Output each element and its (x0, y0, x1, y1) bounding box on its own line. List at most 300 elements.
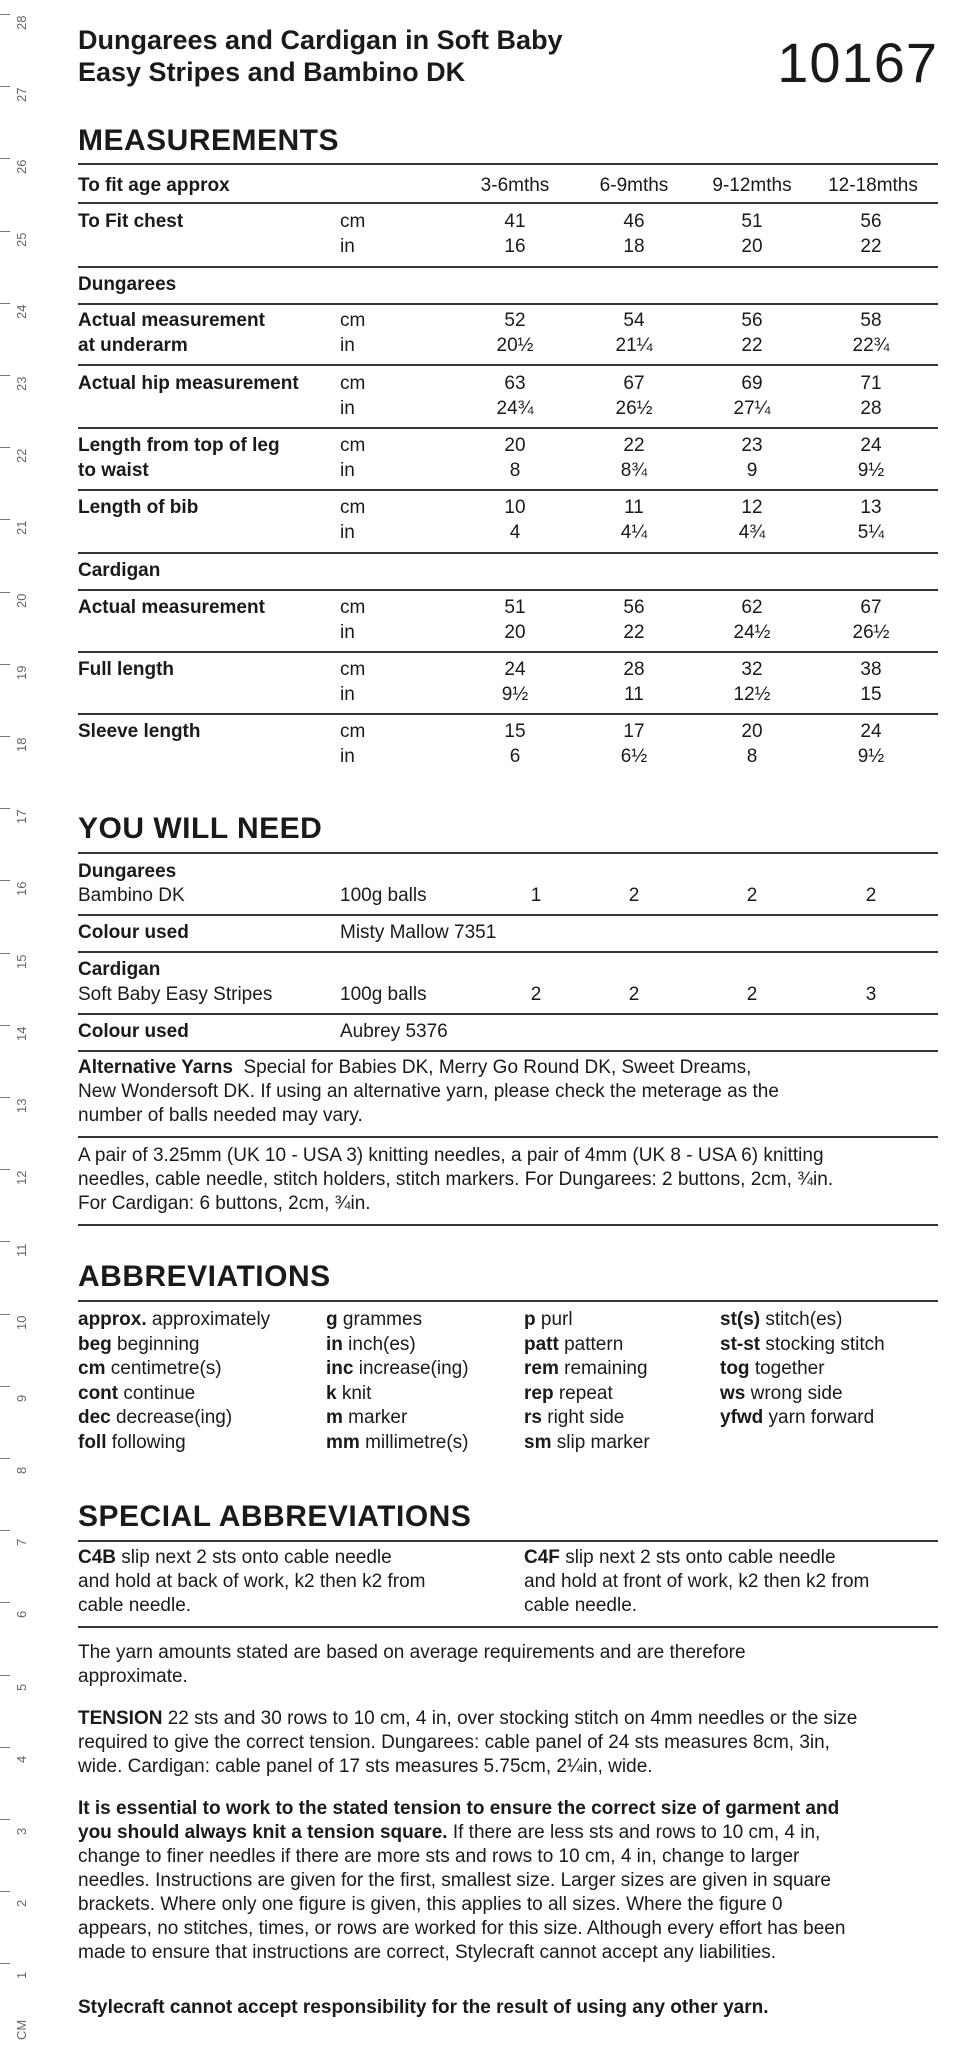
c4b-definition (78, 1546, 498, 1618)
c4b-text: and hold at back of work, k2 then k2 from (78, 1571, 426, 1592)
divider (78, 1626, 938, 1628)
cell: 26½ (615, 398, 653, 419)
cell: 1 (530, 885, 542, 906)
alternative-yarns (78, 1056, 938, 1128)
row-label: Actual measurement (78, 597, 265, 618)
unit: in (340, 684, 355, 705)
abbreviation-item (78, 1406, 270, 1431)
abbreviation-item (524, 1357, 650, 1382)
cell: 9½ (857, 746, 885, 767)
abbreviation-item (326, 1333, 469, 1358)
cell: 51 (504, 597, 526, 618)
abbr-column-4 (720, 1308, 885, 1431)
ruler-label: 8 (14, 1466, 29, 1474)
ruler-tick (0, 1386, 10, 1387)
divider (78, 1300, 938, 1302)
cell: 54 (623, 310, 645, 331)
c4f-term: C4F (524, 1547, 560, 1568)
abbreviation-item (524, 1406, 650, 1431)
cell: 2 (746, 984, 758, 1005)
cell: 46 (623, 211, 645, 232)
abbreviation-item (326, 1406, 469, 1431)
size-col: 6-9mths (599, 175, 669, 196)
abbreviation-term: rs (524, 1407, 542, 1428)
abbreviation-item (326, 1308, 469, 1333)
cell: 24¾ (496, 398, 534, 419)
cell: 22 (623, 435, 645, 456)
abbreviation-meaning: repeat (553, 1382, 613, 1404)
cell: 67 (860, 597, 882, 618)
abbreviation-item (720, 1406, 885, 1431)
essential-text: made to ensure that instructions are correct, Stylecraft cannot accept any liabilities. (78, 1942, 777, 1963)
abbreviation-meaning: beginning (111, 1333, 200, 1355)
cell: 26½ (852, 622, 890, 643)
ruler-label: 25 (14, 232, 29, 247)
abbreviation-meaning: yarn forward (763, 1407, 875, 1428)
unit: cm (340, 721, 366, 742)
essential-text: change to finer needles if there are more sts and rows to 10 cm, 4 in, change to larger (78, 1846, 800, 1867)
unit: in (340, 335, 355, 356)
cell: 51 (741, 211, 763, 232)
ruler-tick (0, 808, 10, 809)
c4b-text: cable needle. (78, 1595, 192, 1616)
abbreviation-term: beg (78, 1333, 112, 1355)
ruler-tick (0, 1458, 10, 1459)
ruler-label: 20 (14, 593, 29, 608)
size-col: 12-18mths (828, 175, 918, 196)
abbreviation-meaning: following (106, 1431, 186, 1453)
ruler-tick (0, 1314, 10, 1315)
colour-label: Colour used (78, 1021, 189, 1042)
cell: 4¼ (620, 522, 648, 543)
divider (78, 651, 938, 653)
ruler-label: 4 (14, 1755, 29, 1763)
abbreviation-term: tog (720, 1358, 750, 1379)
unit: cm (340, 497, 366, 518)
abbreviation-meaning: decrease(ing) (110, 1407, 233, 1428)
size-col: 9-12mths (712, 175, 792, 196)
special-abbreviations-heading: SPECIAL ABBREVIATIONS (78, 1500, 472, 1533)
ruler-label: 27 (14, 87, 29, 103)
cell: 5¼ (857, 522, 885, 543)
ruler-label: 5 (14, 1683, 29, 1691)
abbreviation-meaning: remaining (558, 1358, 648, 1379)
abbreviation-term: sm (524, 1431, 552, 1453)
cell: 2 (628, 885, 640, 906)
ruler-label: 18 (14, 737, 29, 752)
ruler-tick (0, 447, 10, 448)
ruler-label: 23 (14, 376, 29, 391)
divider (78, 852, 938, 854)
balls-label: 100g balls (340, 984, 427, 1005)
ruler-label: 2 (14, 1899, 29, 1908)
c4f-text: and hold at front of work, k2 then k2 from (524, 1571, 870, 1592)
pattern-title (78, 24, 698, 88)
unit: in (340, 398, 355, 419)
row-label: to waist (78, 460, 149, 481)
divider (78, 1013, 938, 1015)
unit: cm (340, 211, 366, 232)
abbreviation-term: st(s) (720, 1309, 761, 1330)
yarn-amounts-note (78, 1641, 938, 1689)
cell: 11 (624, 497, 644, 518)
disclaimer: Stylecraft cannot accept responsibility for the result of using any other yarn. (78, 1997, 769, 2018)
row-label: Full length (78, 659, 175, 680)
you-will-need-heading: YOU WILL NEED (78, 812, 323, 845)
alt-text: New Wondersoft DK. If using an alternative yarn, please check the meterage as the (78, 1081, 779, 1102)
abbreviation-term: rep (524, 1382, 554, 1404)
divider (78, 552, 938, 554)
ruler-tick (0, 1097, 10, 1098)
yarn-name: Bambino DK (78, 885, 185, 906)
cardigan-label: Cardigan (78, 959, 161, 980)
cell: 10 (504, 497, 526, 518)
cell: 62 (741, 597, 763, 618)
measurements-heading: MEASUREMENTS (78, 124, 340, 157)
ruler-tick (0, 664, 10, 665)
divider (78, 364, 938, 366)
row-label: To Fit chest (78, 211, 184, 232)
ruler-label: 13 (14, 1098, 29, 1113)
cell: 18 (623, 236, 645, 257)
ruler-tick (0, 1747, 10, 1748)
cell: 2 (865, 885, 877, 906)
cell: 24 (860, 435, 882, 456)
ruler-tick (0, 1819, 10, 1820)
cell: 20 (504, 435, 526, 456)
cell: 11 (624, 684, 644, 705)
ruler-label: 6 (14, 1611, 29, 1619)
cell: 2 (746, 885, 758, 906)
abbreviation-meaning: slip marker (551, 1431, 650, 1453)
abbr-column-2 (326, 1308, 469, 1455)
abbreviation-meaning: grammes (337, 1309, 423, 1330)
essential-bold: It is essential to work to the stated tension to ensure the correct size of garment and (78, 1798, 840, 1819)
abbr-column-3 (524, 1308, 650, 1455)
ruler-label: 11 (14, 1243, 29, 1258)
divider (78, 589, 938, 591)
cell: 17 (623, 721, 645, 742)
unit: in (340, 522, 355, 543)
ruler-label: 26 (14, 159, 29, 175)
abbreviation-item (78, 1357, 270, 1382)
abbreviation-item (78, 1382, 270, 1407)
abbr-column-1 (78, 1308, 270, 1455)
abbreviation-term: rem (524, 1358, 559, 1379)
abbreviation-term: st-st (720, 1333, 761, 1355)
tension-term: TENSION (78, 1708, 163, 1729)
abbreviation-item (524, 1333, 650, 1358)
ruler-unit: CM (14, 2019, 29, 2040)
abbreviation-term: k (326, 1382, 337, 1404)
cell: 16 (504, 236, 526, 257)
ruler-label: 10 (14, 1315, 29, 1330)
abbreviation-item (524, 1431, 650, 1456)
abbreviations-heading: ABBREVIATIONS (78, 1260, 331, 1293)
unit: cm (340, 435, 366, 456)
note-text: approximate. (78, 1666, 188, 1687)
tension-note (78, 1707, 938, 1779)
divider (78, 951, 938, 953)
divider (78, 914, 938, 916)
cell: 3 (865, 984, 877, 1005)
cell: 9½ (857, 460, 885, 481)
abbreviation-item (720, 1382, 885, 1407)
cell: 8¾ (620, 460, 648, 481)
abbreviation-item (524, 1382, 650, 1407)
abbreviation-meaning: right side (541, 1407, 625, 1428)
balls-label: 100g balls (340, 885, 427, 906)
ruler-label: 12 (14, 1170, 29, 1186)
unit: cm (340, 659, 366, 680)
divider (78, 303, 938, 305)
needles-text: For Cardigan: 6 buttons, 2cm, ¾in. (78, 1193, 371, 1214)
divider (78, 1050, 938, 1052)
abbreviation-meaning: stitch(es) (760, 1309, 843, 1330)
row-label: Sleeve length (78, 721, 201, 742)
abbreviation-term: m (326, 1407, 343, 1428)
abbreviation-meaning: knit (336, 1382, 372, 1404)
cell: 71 (860, 373, 882, 394)
note-text: The yarn amounts stated are based on average requirements and are therefore (78, 1642, 746, 1663)
unit: in (340, 236, 355, 257)
ruler-tick (0, 14, 10, 15)
cell: 8 (509, 460, 521, 481)
abbreviation-item (720, 1308, 885, 1333)
abbreviation-meaning: increase(ing) (353, 1358, 469, 1379)
age-label: To fit age approx (78, 175, 230, 196)
divider (78, 1224, 938, 1226)
c4f-definition (524, 1546, 944, 1618)
divider (78, 266, 938, 268)
tension-text: 22 sts and 30 rows to 10 cm, 4 in, over stocking stitch on 4mm needles or the size (167, 1708, 858, 1729)
unit: in (340, 622, 355, 643)
abbreviation-term: foll (78, 1431, 107, 1453)
divider (78, 713, 938, 715)
cell: 56 (860, 211, 882, 232)
c4f-text: cable needle. (524, 1595, 638, 1616)
row-label: at underarm (78, 335, 188, 356)
essential-text: appears, no stitches, times, or rows are worked for this size. Although every effort has been (78, 1918, 846, 1939)
abbreviation-meaning: centimetre(s) (105, 1358, 222, 1379)
cell: 20 (741, 721, 763, 742)
ruler-label: 15 (14, 954, 29, 969)
size-col: 3-6mths (480, 175, 550, 196)
cell: 67 (623, 373, 645, 394)
row-label: Length from top of leg (78, 435, 280, 456)
divider (78, 1136, 938, 1138)
abbreviation-term: yfwd (720, 1407, 764, 1428)
cell: 56 (741, 310, 763, 331)
cell: 22 (860, 236, 882, 257)
cell: 2 (628, 984, 640, 1005)
needles-notions (78, 1144, 938, 1216)
cardigan-label: Cardigan (78, 560, 161, 581)
essential-text: brackets. Where only one figure is given, this applies to all sizes. Where the figure 0 (78, 1894, 783, 1915)
abbreviation-item (326, 1382, 469, 1407)
cell: 4¾ (738, 522, 766, 543)
abbreviation-item (326, 1357, 469, 1382)
essential-note (78, 1797, 938, 1965)
measuring-ruler (0, 0, 40, 2048)
cell: 4 (509, 522, 521, 543)
ruler-tick (0, 1241, 10, 1242)
cell: 22 (623, 622, 645, 643)
cell: 32 (741, 659, 763, 680)
ruler-label: 3 (14, 1827, 29, 1835)
ruler-tick (0, 1025, 10, 1026)
cell: 15 (504, 721, 526, 742)
ruler-tick (0, 303, 10, 304)
ruler-tick (0, 1169, 10, 1170)
cell: 2 (530, 984, 542, 1005)
ruler-label: 19 (14, 665, 29, 680)
ruler-tick (0, 158, 10, 159)
divider (78, 489, 938, 491)
abbreviation-item (78, 1333, 270, 1358)
essential-text: needles. Instructions are given for the first, smallest size. Larger sizes are given in square (78, 1870, 831, 1891)
dungarees-label: Dungarees (78, 861, 177, 882)
ruler-tick (0, 736, 10, 737)
cell: 6½ (620, 746, 648, 767)
abbreviation-item (78, 1431, 270, 1456)
row-label: Actual measurement (78, 310, 265, 331)
cell: 20 (741, 236, 763, 257)
cell: 9 (746, 460, 758, 481)
divider (78, 163, 938, 165)
row-label: Actual hip measurement (78, 373, 299, 394)
unit: cm (340, 310, 366, 331)
cell: 38 (860, 659, 882, 680)
cell: 56 (623, 597, 645, 618)
title-line-1: Dungarees and Cardigan in Soft Baby (78, 25, 563, 55)
cell: 12½ (733, 684, 771, 705)
abbreviation-term: p (524, 1309, 536, 1330)
abbreviation-meaning: inch(es) (342, 1333, 416, 1355)
cell: 13 (860, 497, 882, 518)
cell: 52 (504, 310, 526, 331)
abbreviation-term: cont (78, 1382, 119, 1404)
abbreviation-item (524, 1308, 650, 1333)
divider (78, 1540, 938, 1542)
abbreviation-item (720, 1333, 885, 1358)
unit: cm (340, 373, 366, 394)
ruler-label: 24 (14, 304, 29, 319)
row-label: Length of bib (78, 497, 199, 518)
cell: 24½ (733, 622, 771, 643)
cell: 15 (860, 684, 882, 705)
essential-bold: you should always knit a tension square. (78, 1822, 448, 1843)
abbreviation-term: mm (326, 1431, 360, 1453)
ruler-label: 7 (14, 1538, 29, 1547)
abbreviation-term: approx. (78, 1309, 147, 1330)
needles-text: A pair of 3.25mm (UK 10 - USA 3) knitting needles, a pair of 4mm (UK 8 - USA 6) knitting (78, 1145, 824, 1166)
divider (78, 202, 938, 204)
abbreviation-meaning: marker (342, 1407, 408, 1428)
cell: 41 (504, 211, 526, 232)
colour-label: Colour used (78, 922, 189, 943)
yarn-name: Soft Baby Easy Stripes (78, 984, 273, 1005)
abbreviation-term: ws (720, 1382, 746, 1404)
cell: 9½ (501, 684, 529, 705)
ruler-tick (0, 1891, 10, 1892)
cell: 27¼ (733, 398, 771, 419)
cell: 20 (504, 622, 526, 643)
ruler-tick (0, 1675, 10, 1676)
c4b-text: slip next 2 sts onto cable needle (121, 1547, 392, 1568)
dungarees-label: Dungarees (78, 274, 177, 295)
abbreviation-meaning: approximately (146, 1309, 271, 1330)
ruler-tick (0, 1602, 10, 1603)
abbreviation-term: g (326, 1309, 338, 1330)
cell: 69 (741, 373, 763, 394)
cell: 23 (741, 435, 763, 456)
needles-text: needles, cable needle, stitch holders, stitch markers. For Dungarees: 2 buttons, 2cm, ¾in. (78, 1169, 834, 1190)
ruler-tick (0, 1530, 10, 1531)
abbreviation-item (78, 1308, 270, 1333)
cell: 6 (509, 746, 521, 767)
abbreviation-term: inc (326, 1358, 354, 1379)
abbreviation-meaning: wrong side (745, 1382, 843, 1404)
alt-text: Special for Babies DK, Merry Go Round DK, Sweet Dreams, (243, 1057, 752, 1078)
ruler-label: 16 (14, 881, 29, 897)
abbreviation-meaning: pattern (558, 1333, 624, 1355)
divider (78, 427, 938, 429)
cell: 22 (741, 335, 763, 356)
unit: cm (340, 597, 366, 618)
abbreviation-item (720, 1357, 885, 1382)
ruler-label: 9 (14, 1394, 29, 1402)
title-line-2: Easy Stripes and Bambino DK (78, 57, 466, 87)
essential-text: If there are less sts and rows to 10 cm, 4 in, (452, 1822, 821, 1843)
cell: 8 (746, 746, 758, 767)
ruler-tick (0, 1963, 10, 1964)
cell: 21¼ (615, 335, 653, 356)
cell: 63 (504, 373, 526, 394)
abbreviation-meaning: continue (118, 1382, 196, 1404)
abbreviation-term: in (326, 1333, 343, 1355)
cell: 28 (623, 659, 645, 680)
cell: 24 (860, 721, 882, 742)
abbreviation-term: cm (78, 1358, 106, 1379)
ruler-tick (0, 231, 10, 232)
alt-text: number of balls needed may vary. (78, 1105, 363, 1126)
ruler-label: 14 (14, 1026, 29, 1041)
colour-value: Aubrey 5376 (340, 1021, 448, 1042)
abbreviation-meaning: millimetre(s) (359, 1431, 469, 1453)
abbreviation-meaning: purl (535, 1309, 573, 1330)
ruler-label: 21 (14, 520, 29, 536)
ruler-tick (0, 880, 10, 881)
ruler-tick (0, 592, 10, 593)
c4f-text: slip next 2 sts onto cable needle (565, 1547, 836, 1568)
pattern-number: 10167 (777, 31, 938, 94)
c4b-term: C4B (78, 1547, 117, 1568)
tension-text: wide. Cardigan: cable panel of 17 sts measures 5.75cm, 2¼in, wide. (78, 1756, 653, 1777)
cell: 12 (741, 497, 763, 518)
cell: 20½ (496, 335, 534, 356)
cell: 58 (860, 310, 882, 331)
ruler-label: 22 (14, 448, 29, 464)
colour-value: Misty Mallow 7351 (340, 922, 497, 943)
ruler-tick (0, 375, 10, 376)
tension-text: required to give the correct tension. Dungarees: cable panel of 24 sts measures 8cm, 3in, (78, 1732, 830, 1753)
ruler-tick (0, 953, 10, 954)
abbreviation-item (326, 1431, 469, 1456)
abbreviation-meaning: stocking stitch (760, 1333, 885, 1355)
unit: in (340, 460, 355, 481)
abbreviation-term: patt (524, 1333, 559, 1355)
